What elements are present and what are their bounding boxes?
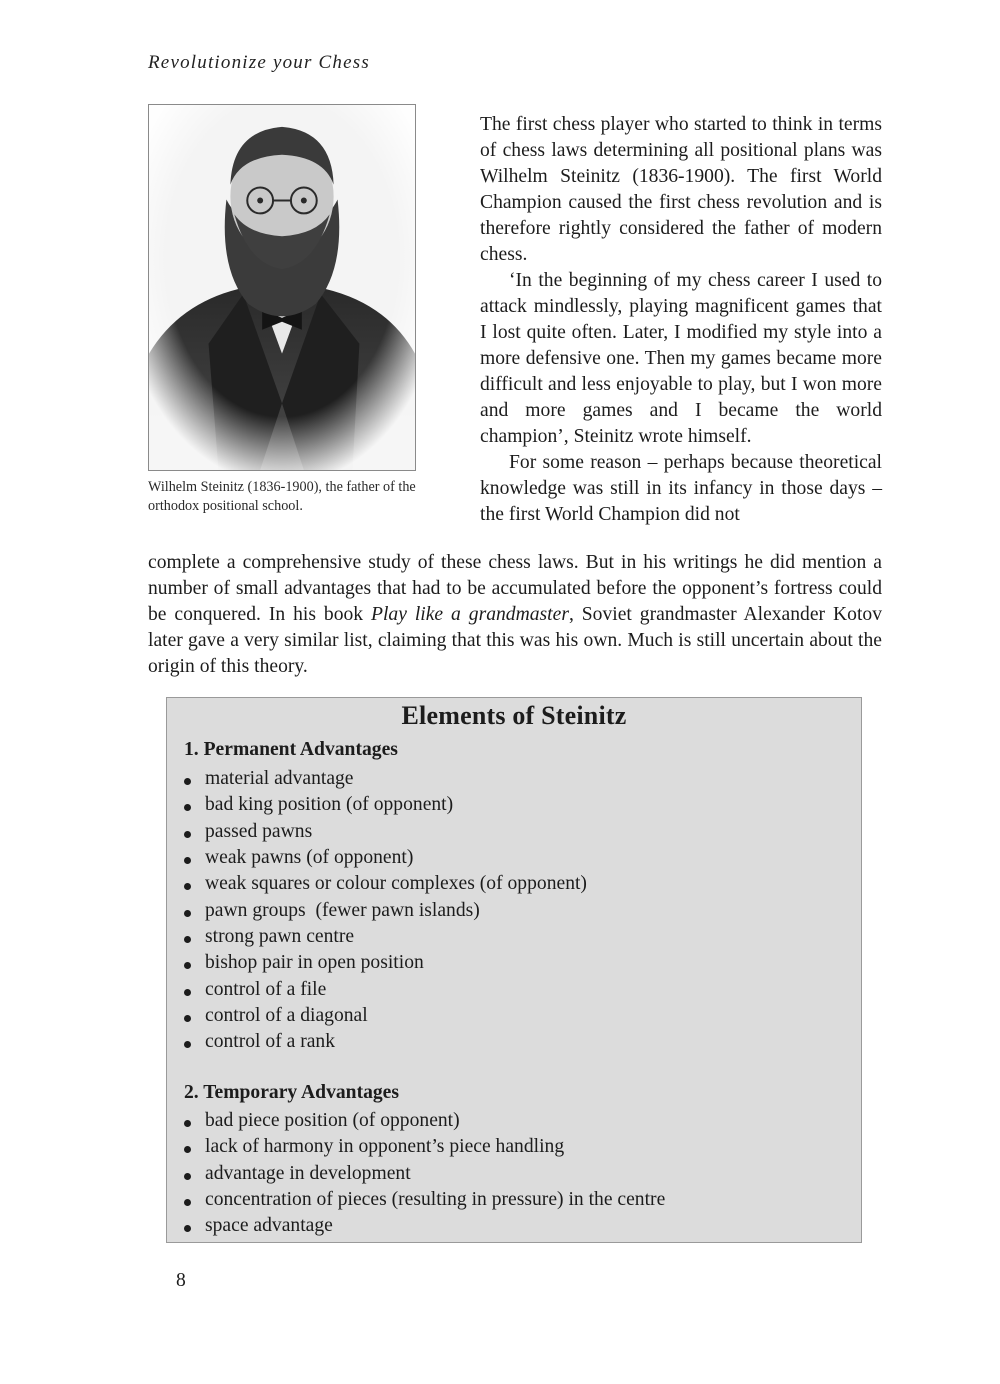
bullet-icon xyxy=(184,910,191,917)
list-item: concentration of pieces (resulting in pressure) in the centre xyxy=(181,1187,665,1213)
continuation-text-end: , Soviet grandmaster Alexander Kotov later gave a very similar list, claiming that this was his own. Much is still uncertain about the origin of this theory. xyxy=(148,604,882,677)
temporary-advantages-list xyxy=(181,1108,665,1240)
bullet-icon xyxy=(184,1199,191,1206)
box-title: Elements of Steinitz xyxy=(401,701,627,730)
list-item: weak squares or colour complexes (of opponent) xyxy=(181,871,587,897)
intro-column xyxy=(480,112,882,528)
page-number: 8 xyxy=(176,1270,186,1291)
list-item: pawn groups (fewer pawn islands) xyxy=(181,898,587,924)
intro-paragraph-1: The first chess player who started to think in terms of chess laws determining all positional plans was Wilhelm Steinitz (1836-1900). The first World Champion caused the first chess revolution and is therefore rightly considered the father of modern chess. xyxy=(480,114,882,265)
list-item: space advantage xyxy=(181,1213,665,1239)
list-item: passed pawns xyxy=(181,819,587,845)
list-item: control of a file xyxy=(181,977,587,1003)
bullet-icon xyxy=(184,1120,191,1127)
bullet-icon xyxy=(184,804,191,811)
bullet-icon xyxy=(184,857,191,864)
list-item: weak pawns (of opponent) xyxy=(181,845,587,871)
list-item: advantage in development xyxy=(181,1161,665,1187)
list-item: lack of harmony in opponent’s piece handling xyxy=(181,1134,665,1160)
steinitz-portrait xyxy=(148,104,416,471)
permanent-advantages-heading: 1. Permanent Advantages xyxy=(184,739,398,760)
bullet-icon xyxy=(184,1015,191,1022)
list-item: bad king position (of opponent) xyxy=(181,792,587,818)
book-title: Play like a grandmaster xyxy=(371,604,569,625)
bullet-icon xyxy=(184,831,191,838)
bullet-icon xyxy=(184,962,191,969)
bullet-icon xyxy=(184,1225,191,1232)
continuation-text-start: complete a comprehensive study of these chess laws. But in his writings he did mention a number of small advantages that had to be accumulated before the opponent’s fortress could be conquered. In his book xyxy=(148,552,882,625)
continuation-paragraph xyxy=(148,550,882,680)
permanent-advantages-list xyxy=(181,766,587,1056)
elements-of-steinitz-box xyxy=(166,697,862,1243)
portrait-photo-icon xyxy=(149,105,415,470)
bullet-icon xyxy=(184,883,191,890)
list-item: control of a rank xyxy=(181,1029,587,1055)
bullet-icon xyxy=(184,1041,191,1048)
list-item: material advantage xyxy=(181,766,587,792)
bullet-icon xyxy=(184,778,191,785)
bullet-icon xyxy=(184,1146,191,1153)
list-item: bad piece position (of opponent) xyxy=(181,1108,665,1134)
temporary-advantages-heading: 2. Temporary Advantages xyxy=(184,1082,400,1103)
bullet-icon xyxy=(184,989,191,996)
bullet-icon xyxy=(184,1173,191,1180)
bullet-icon xyxy=(184,936,191,943)
list-item: strong pawn centre xyxy=(181,924,587,950)
list-item: control of a diagonal xyxy=(181,1003,587,1029)
photo-caption: Wilhelm Steinitz (1836-1900), the father of the orthodox positional school. xyxy=(148,479,416,514)
list-item: bishop pair in open position xyxy=(181,950,587,976)
intro-paragraph-3: For some reason – perhaps because theoretical knowledge was still in its infancy in those days – the first World Champion did not xyxy=(480,452,882,525)
intro-paragraph-2: ‘In the beginning of my chess career I used to attack mindlessly, playing magnificent games that I lost quite often. Later, I modified my style into a more defensive one. Then my games became more difficult and less enjoyable to play, but I won more and more games and I became the world champion’, Steinitz wrote himself. xyxy=(480,270,882,447)
running-head: Revolutionize your Chess xyxy=(148,52,370,73)
